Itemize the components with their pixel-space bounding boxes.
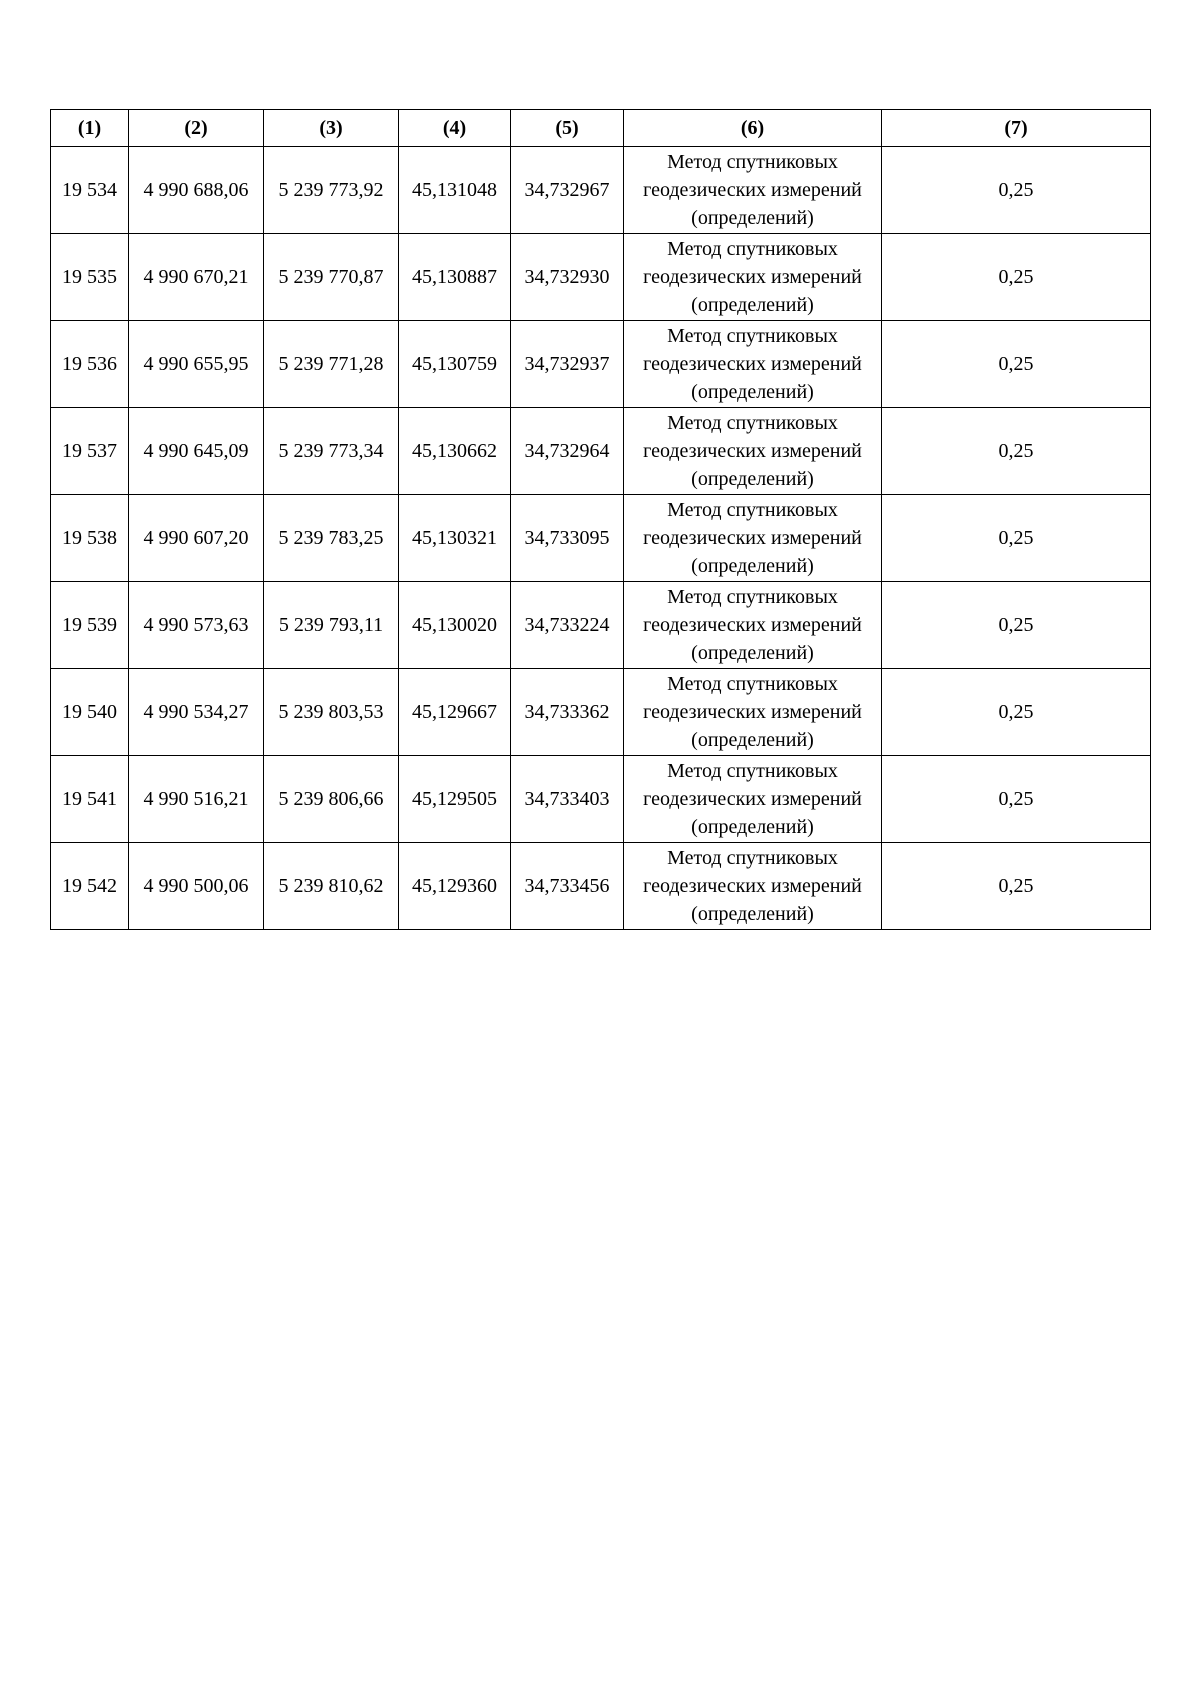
- longitude-cell: 34,733403: [511, 756, 624, 843]
- latitude-cell: 45,130887: [399, 234, 511, 321]
- y-coordinate-cell: 5 239 803,53: [264, 669, 399, 756]
- method-cell: [624, 234, 882, 321]
- method-line-2: геодезических измерений: [643, 353, 862, 375]
- column-header-2: (2): [129, 110, 264, 147]
- method-line-3: (определений): [691, 816, 814, 838]
- method-line-3: (определений): [691, 294, 814, 316]
- method-line-2: геодезических измерений: [643, 788, 862, 810]
- x-coordinate-cell: 4 990 688,06: [129, 147, 264, 234]
- method-line-3: (определений): [691, 903, 814, 925]
- accuracy-cell: 0,25: [882, 495, 1151, 582]
- method-line-1: Метод спутниковых: [667, 586, 838, 608]
- longitude-cell: 34,733224: [511, 582, 624, 669]
- longitude-cell: 34,732930: [511, 234, 624, 321]
- longitude-cell: 34,732967: [511, 147, 624, 234]
- latitude-cell: 45,129505: [399, 756, 511, 843]
- method-line-2: геодезических измерений: [643, 614, 862, 636]
- table-row: [51, 843, 1151, 930]
- table-row: [51, 669, 1151, 756]
- point-number-cell: 19 534: [51, 147, 129, 234]
- method-line-1: Метод спутниковых: [667, 325, 838, 347]
- point-number-cell: 19 540: [51, 669, 129, 756]
- column-header-6: (6): [624, 110, 882, 147]
- point-number-cell: 19 541: [51, 756, 129, 843]
- method-cell: [624, 756, 882, 843]
- column-header-7: (7): [882, 110, 1151, 147]
- method-line-3: (определений): [691, 555, 814, 577]
- latitude-cell: 45,130662: [399, 408, 511, 495]
- coordinates-table: [50, 109, 1151, 930]
- x-coordinate-cell: 4 990 500,06: [129, 843, 264, 930]
- method-line-2: геодезических измерений: [643, 266, 862, 288]
- column-header-5: (5): [511, 110, 624, 147]
- longitude-cell: 34,733095: [511, 495, 624, 582]
- method-cell: [624, 147, 882, 234]
- latitude-cell: 45,129667: [399, 669, 511, 756]
- method-line-3: (определений): [691, 207, 814, 229]
- latitude-cell: 45,130321: [399, 495, 511, 582]
- method-line-3: (определений): [691, 381, 814, 403]
- method-line-2: геодезических измерений: [643, 440, 862, 462]
- point-number-cell: 19 538: [51, 495, 129, 582]
- table-row: [51, 582, 1151, 669]
- column-header-4: (4): [399, 110, 511, 147]
- table-row: [51, 756, 1151, 843]
- method-line-2: геодезических измерений: [643, 527, 862, 549]
- table-row: [51, 147, 1151, 234]
- accuracy-cell: 0,25: [882, 756, 1151, 843]
- method-line-3: (определений): [691, 729, 814, 751]
- accuracy-cell: 0,25: [882, 582, 1151, 669]
- document-page: [50, 109, 1150, 930]
- latitude-cell: 45,129360: [399, 843, 511, 930]
- accuracy-cell: 0,25: [882, 234, 1151, 321]
- latitude-cell: 45,131048: [399, 147, 511, 234]
- method-line-1: Метод спутниковых: [667, 238, 838, 260]
- x-coordinate-cell: 4 990 645,09: [129, 408, 264, 495]
- y-coordinate-cell: 5 239 806,66: [264, 756, 399, 843]
- longitude-cell: 34,733456: [511, 843, 624, 930]
- table-row: [51, 234, 1151, 321]
- column-header-3: (3): [264, 110, 399, 147]
- longitude-cell: 34,733362: [511, 669, 624, 756]
- x-coordinate-cell: 4 990 670,21: [129, 234, 264, 321]
- method-line-2: геодезических измерений: [643, 701, 862, 723]
- method-line-1: Метод спутниковых: [667, 673, 838, 695]
- point-number-cell: 19 535: [51, 234, 129, 321]
- accuracy-cell: 0,25: [882, 669, 1151, 756]
- method-line-1: Метод спутниковых: [667, 847, 838, 869]
- point-number-cell: 19 537: [51, 408, 129, 495]
- y-coordinate-cell: 5 239 771,28: [264, 321, 399, 408]
- method-cell: [624, 321, 882, 408]
- y-coordinate-cell: 5 239 770,87: [264, 234, 399, 321]
- point-number-cell: 19 542: [51, 843, 129, 930]
- y-coordinate-cell: 5 239 810,62: [264, 843, 399, 930]
- x-coordinate-cell: 4 990 607,20: [129, 495, 264, 582]
- x-coordinate-cell: 4 990 573,63: [129, 582, 264, 669]
- y-coordinate-cell: 5 239 773,34: [264, 408, 399, 495]
- table-row: [51, 408, 1151, 495]
- method-line-1: Метод спутниковых: [667, 412, 838, 434]
- method-line-2: геодезических измерений: [643, 179, 862, 201]
- method-cell: [624, 669, 882, 756]
- table-row: [51, 321, 1151, 408]
- y-coordinate-cell: 5 239 773,92: [264, 147, 399, 234]
- point-number-cell: 19 539: [51, 582, 129, 669]
- method-line-3: (определений): [691, 642, 814, 664]
- y-coordinate-cell: 5 239 793,11: [264, 582, 399, 669]
- accuracy-cell: 0,25: [882, 321, 1151, 408]
- method-cell: [624, 582, 882, 669]
- x-coordinate-cell: 4 990 534,27: [129, 669, 264, 756]
- longitude-cell: 34,732964: [511, 408, 624, 495]
- method-cell: [624, 408, 882, 495]
- x-coordinate-cell: 4 990 516,21: [129, 756, 264, 843]
- method-line-1: Метод спутниковых: [667, 760, 838, 782]
- latitude-cell: 45,130020: [399, 582, 511, 669]
- method-line-1: Метод спутниковых: [667, 499, 838, 521]
- accuracy-cell: 0,25: [882, 843, 1151, 930]
- method-cell: [624, 495, 882, 582]
- longitude-cell: 34,732937: [511, 321, 624, 408]
- method-line-2: геодезических измерений: [643, 875, 862, 897]
- accuracy-cell: 0,25: [882, 147, 1151, 234]
- table-header-row: [51, 110, 1151, 147]
- column-header-1: (1): [51, 110, 129, 147]
- method-line-1: Метод спутниковых: [667, 151, 838, 173]
- method-line-3: (определений): [691, 468, 814, 490]
- method-cell: [624, 843, 882, 930]
- point-number-cell: 19 536: [51, 321, 129, 408]
- table-row: [51, 495, 1151, 582]
- y-coordinate-cell: 5 239 783,25: [264, 495, 399, 582]
- accuracy-cell: 0,25: [882, 408, 1151, 495]
- latitude-cell: 45,130759: [399, 321, 511, 408]
- x-coordinate-cell: 4 990 655,95: [129, 321, 264, 408]
